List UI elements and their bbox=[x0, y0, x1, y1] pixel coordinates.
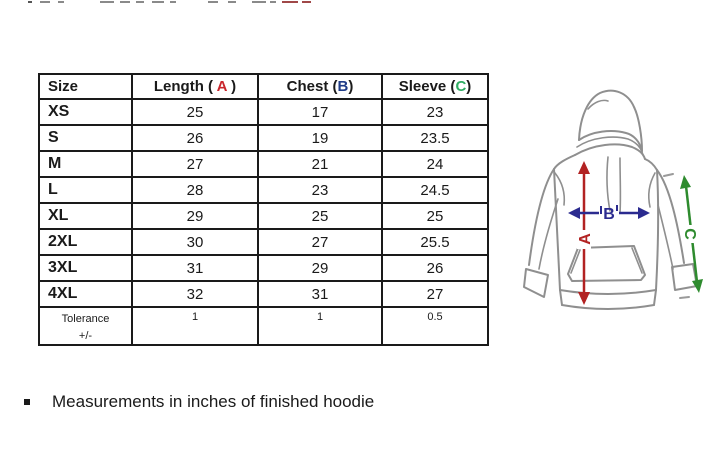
chest-cell: 17 bbox=[258, 99, 382, 125]
size-cell: M bbox=[39, 151, 132, 177]
length-cell: 31 bbox=[132, 255, 258, 281]
sleeve-header-suffix: ) bbox=[466, 78, 472, 95]
chest-header-text: Chest ( bbox=[286, 78, 338, 95]
size-cell: XS bbox=[39, 99, 132, 125]
cropped-text-line bbox=[0, 0, 719, 5]
chest-cell: 21 bbox=[258, 151, 382, 177]
chest-cell: 29 bbox=[258, 255, 382, 281]
table-row bbox=[39, 229, 488, 255]
col-header-chest bbox=[258, 74, 382, 99]
table-row bbox=[39, 151, 488, 177]
label-a: A bbox=[577, 233, 594, 245]
size-cell: 4XL bbox=[39, 281, 132, 307]
sleeve-cell: 23.5 bbox=[382, 125, 488, 151]
sleeve-header-text: Sleeve ( bbox=[398, 78, 456, 95]
sleeve-cell: 25 bbox=[382, 203, 488, 229]
label-c: C bbox=[681, 228, 698, 240]
square-bullet-icon bbox=[24, 399, 30, 405]
tolerance-chest: 1 bbox=[258, 307, 382, 345]
chest-cell: 27 bbox=[258, 229, 382, 255]
hoodie-outline bbox=[524, 91, 697, 309]
length-cell: 32 bbox=[132, 281, 258, 307]
length-cell: 30 bbox=[132, 229, 258, 255]
sleeve-cell: 23 bbox=[382, 99, 488, 125]
table-row bbox=[39, 99, 488, 125]
size-cell: XL bbox=[39, 203, 132, 229]
chest-letter-b: B bbox=[337, 78, 349, 95]
size-cell: 2XL bbox=[39, 229, 132, 255]
header-row bbox=[39, 74, 488, 99]
chest-cell: 31 bbox=[258, 281, 382, 307]
sleeve-cell: 27 bbox=[382, 281, 488, 307]
table-row bbox=[39, 177, 488, 203]
tolerance-label-line1: Tolerance bbox=[61, 313, 110, 325]
label-b: B bbox=[603, 206, 615, 223]
table-row bbox=[39, 281, 488, 307]
size-cell: S bbox=[39, 125, 132, 151]
hoodie-diagram-svg bbox=[522, 87, 719, 315]
col-header-length bbox=[132, 74, 258, 99]
tolerance-label-line2: +/- bbox=[78, 329, 93, 342]
length-cell: 28 bbox=[132, 177, 258, 203]
measure-arrow-c bbox=[664, 174, 703, 298]
table-row bbox=[39, 255, 488, 281]
footnote bbox=[24, 392, 374, 412]
size-cell: L bbox=[39, 177, 132, 203]
length-letter-a: A bbox=[216, 78, 227, 95]
length-cell: 25 bbox=[132, 99, 258, 125]
size-chart-table bbox=[38, 73, 489, 346]
sleeve-cell: 26 bbox=[382, 255, 488, 281]
length-cell: 29 bbox=[132, 203, 258, 229]
table-row bbox=[39, 203, 488, 229]
col-header-size: Size bbox=[39, 74, 132, 99]
chest-cell: 19 bbox=[258, 125, 382, 151]
chest-header-suffix: ) bbox=[348, 78, 354, 95]
chest-cell: 25 bbox=[258, 203, 382, 229]
measure-arrow-b bbox=[568, 205, 650, 223]
chest-cell: 23 bbox=[258, 177, 382, 203]
length-header-text: Length ( bbox=[153, 78, 217, 95]
tolerance-row bbox=[39, 307, 488, 345]
length-cell: 27 bbox=[132, 151, 258, 177]
length-cell: 26 bbox=[132, 125, 258, 151]
tolerance-sleeve: 0.5 bbox=[382, 307, 488, 345]
sleeve-cell: 25.5 bbox=[382, 229, 488, 255]
col-header-sleeve bbox=[382, 74, 488, 99]
footnote-text: Measurements in inches of finished hoodie bbox=[52, 392, 375, 411]
size-cell: 3XL bbox=[39, 255, 132, 281]
sleeve-cell: 24 bbox=[382, 151, 488, 177]
length-header-suffix: ) bbox=[226, 78, 237, 95]
hoodie-measurement-diagram bbox=[522, 87, 719, 315]
table-row bbox=[39, 125, 488, 151]
tolerance-label bbox=[39, 307, 132, 345]
sleeve-cell: 24.5 bbox=[382, 177, 488, 203]
tolerance-length: 1 bbox=[132, 307, 258, 345]
measure-arrow-a bbox=[577, 161, 594, 305]
sleeve-letter-c: C bbox=[455, 78, 467, 95]
